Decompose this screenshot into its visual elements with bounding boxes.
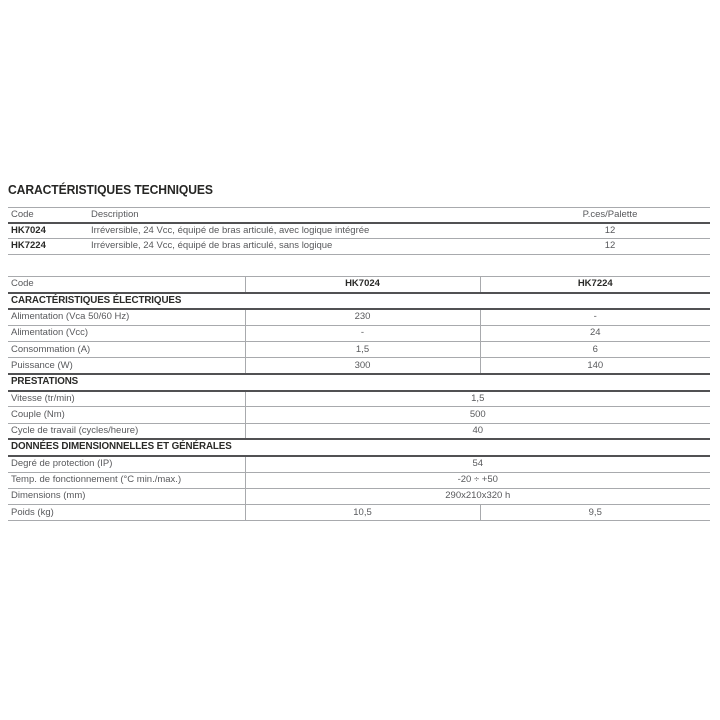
specs-header-model-hk7024: HK7024: [245, 277, 480, 293]
column-header-description: Description: [88, 208, 510, 223]
section-header-row: [8, 293, 710, 309]
table-row: [8, 358, 710, 374]
products-table-header-row: [8, 208, 710, 223]
product-code: HK7224: [8, 239, 88, 255]
product-description: Irréversible, 24 Vcc, équipé de bras articulé, avec logique intégrée: [88, 223, 510, 239]
spec-label: Consommation (A): [8, 342, 245, 358]
pieces-per-pallet-value: 12: [510, 223, 710, 239]
spec-value-hk7224: 9,5: [480, 505, 710, 521]
table-row: [8, 342, 710, 358]
section-title: CARACTÉRISTIQUES ÉLECTRIQUES: [8, 293, 710, 309]
table-row: [8, 407, 710, 423]
spec-value-hk7224: -: [480, 309, 710, 325]
spec-value-hk7024: -: [245, 325, 480, 341]
table-row: [8, 325, 710, 341]
table-row: [8, 423, 710, 439]
spec-label: Alimentation (Vca 50/60 Hz): [8, 309, 245, 325]
spec-label: Dimensions (mm): [8, 488, 245, 504]
section-title: PRESTATIONS: [8, 374, 710, 390]
specs-table-body: [8, 293, 710, 521]
spec-sheet-page: [8, 0, 710, 720]
table-row: [8, 456, 710, 472]
spec-label: Temp. de fonctionnement (°C min./max.): [8, 472, 245, 488]
table-row: [8, 239, 710, 255]
spec-label: Cycle de travail (cycles/heure): [8, 423, 245, 439]
product-code: HK7024: [8, 223, 88, 239]
spec-value-hk7224: 6: [480, 342, 710, 358]
pieces-per-pallet-value: 12: [510, 239, 710, 255]
spec-label: Puissance (W): [8, 358, 245, 374]
table-row: [8, 505, 710, 521]
products-table-body: [8, 223, 710, 255]
section-header-row: [8, 374, 710, 390]
table-row: [8, 309, 710, 325]
table-row: [8, 391, 710, 407]
specs-header-model-hk7224: HK7224: [480, 277, 710, 293]
specs-table: [8, 276, 710, 521]
section-header-row: [8, 439, 710, 455]
spec-value-hk7024: 1,5: [245, 342, 480, 358]
spec-value-both-models: -20 ÷ +50: [245, 472, 710, 488]
page-title: CARACTÉRISTIQUES TECHNIQUES: [8, 183, 213, 197]
table-row: [8, 488, 710, 504]
spec-label: Vitesse (tr/min): [8, 391, 245, 407]
product-description: Irréversible, 24 Vcc, équipé de bras articulé, sans logique: [88, 239, 510, 255]
table-row: [8, 472, 710, 488]
spec-value-both-models: 54: [245, 456, 710, 472]
spec-value-both-models: 40: [245, 423, 710, 439]
spec-label: Alimentation (Vcc): [8, 325, 245, 341]
spec-value-hk7024: 300: [245, 358, 480, 374]
spec-value-hk7224: 24: [480, 325, 710, 341]
spec-value-hk7224: 140: [480, 358, 710, 374]
spec-value-both-models: 1,5: [245, 391, 710, 407]
spec-value-both-models: 290x210x320 h: [245, 488, 710, 504]
column-header-code: Code: [8, 208, 88, 223]
section-title: DONNÉES DIMENSIONNELLES ET GÉNÉRALES: [8, 439, 710, 455]
specs-table-header-row: [8, 277, 710, 293]
spec-label: Couple (Nm): [8, 407, 245, 423]
spec-label: Poids (kg): [8, 505, 245, 521]
specs-header-code-label: Code: [8, 277, 245, 293]
table-row: [8, 223, 710, 239]
spec-value-both-models: 500: [245, 407, 710, 423]
products-table: [8, 207, 710, 255]
spec-value-hk7024: 230: [245, 309, 480, 325]
column-header-pieces-per-pallet: P.ces/Palette: [510, 208, 710, 223]
spec-label: Degré de protection (IP): [8, 456, 245, 472]
spec-value-hk7024: 10,5: [245, 505, 480, 521]
